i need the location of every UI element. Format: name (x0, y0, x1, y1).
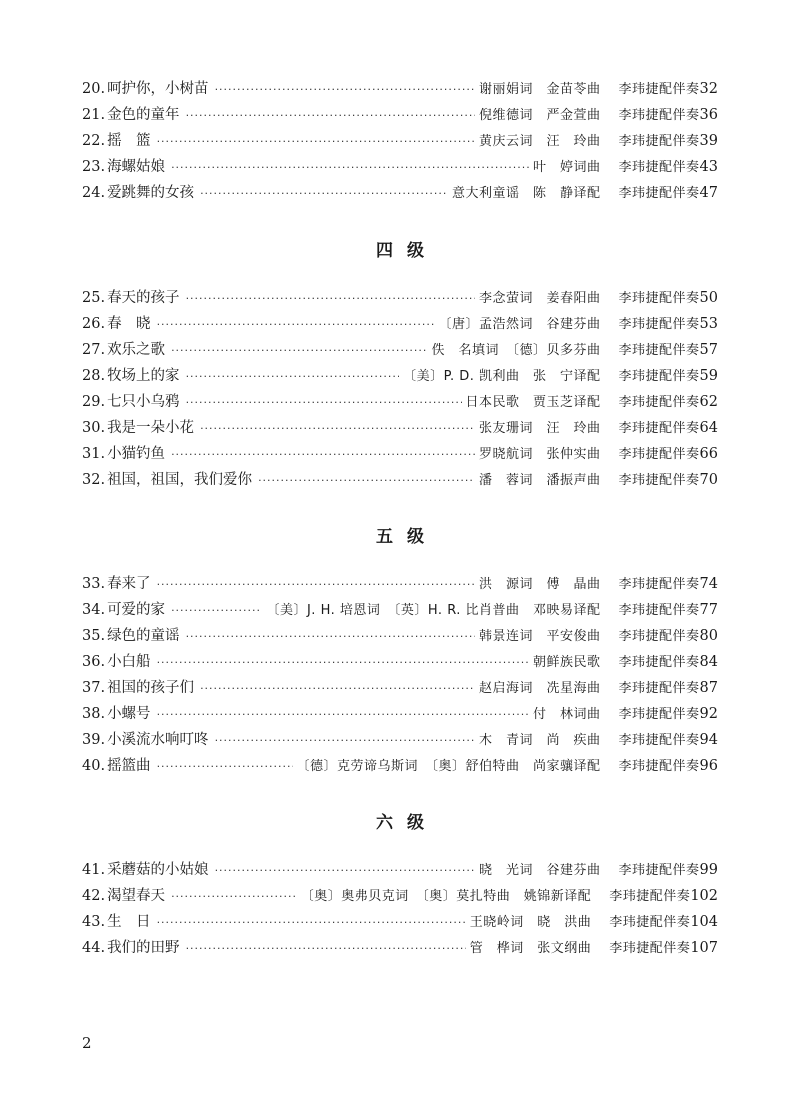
accompaniment-credit: 李玮捷配伴奏 (618, 395, 700, 410)
accompaniment-credit: 李玮捷配伴奏 (609, 915, 691, 930)
entry-page-number: 32 (699, 81, 718, 97)
toc-entry (82, 597, 718, 623)
dot-leader (186, 935, 466, 962)
song-credits: 潘 蓉词 潘振声曲 (479, 473, 601, 488)
entry-number: 40. (82, 758, 106, 774)
song-title: 祖国的孩子们 (107, 680, 195, 696)
dot-leader (215, 857, 475, 884)
dot-leader (171, 441, 475, 468)
entry-page-number: 66 (699, 446, 718, 462)
song-title: 春天的孩子 (107, 290, 180, 306)
accompaniment-credit: 李玮捷配伴奏 (618, 291, 700, 306)
entry-page-number: 84 (699, 654, 718, 670)
grade-heading: 四级 (376, 241, 438, 261)
song-credits: 〔奥〕奥弗贝克词 〔奥〕莫扎特曲 姚锦新译配 (300, 889, 592, 904)
grade-heading: 六级 (376, 813, 438, 833)
dot-leader (200, 180, 448, 207)
dot-leader (186, 285, 475, 312)
page-number: 2 (82, 1034, 92, 1052)
entry-number: 23. (82, 159, 106, 175)
song-title: 可爱的家 (107, 602, 166, 618)
toc-entry (82, 701, 718, 727)
entry-number: 38. (82, 706, 106, 722)
entry-page-number: 87 (699, 680, 718, 696)
song-credits: 王晓岭词 晓 洪曲 (469, 915, 592, 930)
dot-leader (171, 597, 262, 624)
accompaniment-credit: 李玮捷配伴奏 (618, 603, 700, 618)
dot-leader (157, 128, 475, 155)
song-credits: 〔美〕J. H. 培恩词 〔英〕H. R. 比肖普曲 邓映易译配 (266, 603, 601, 618)
entry-page-number: 47 (699, 185, 718, 201)
song-credits: 〔唐〕孟浩然词 谷建芬曲 (438, 317, 601, 332)
song-title: 小溪流水响叮咚 (107, 732, 209, 748)
song-title: 春来了 (107, 576, 151, 592)
toc-entry (82, 857, 718, 883)
song-title: 摇篮曲 (107, 758, 151, 774)
entry-page-number: 70 (699, 472, 718, 488)
song-title: 欢乐之歌 (107, 342, 166, 358)
dot-leader (171, 883, 297, 910)
entry-number: 35. (82, 628, 106, 644)
toc-entry (82, 909, 718, 935)
entry-page-number: 96 (699, 758, 718, 774)
accompaniment-credit: 李玮捷配伴奏 (618, 134, 700, 149)
toc-entry (82, 675, 718, 701)
toc-entry (82, 571, 718, 597)
toc-entry (82, 441, 718, 467)
song-title: 呵护你，小树苗 (107, 81, 209, 97)
accompaniment-credit: 李玮捷配伴奏 (618, 629, 700, 644)
dot-leader (200, 415, 475, 442)
entry-number: 39. (82, 732, 106, 748)
toc-entry (82, 467, 718, 493)
dot-leader (157, 311, 435, 338)
dot-leader (215, 727, 475, 754)
toc-entry (82, 128, 718, 154)
entry-number: 36. (82, 654, 106, 670)
entry-number: 37. (82, 680, 106, 696)
entry-page-number: 59 (699, 368, 718, 384)
entry-number: 27. (82, 342, 106, 358)
accompaniment-credit: 李玮捷配伴奏 (618, 863, 700, 878)
entry-page-number: 80 (699, 628, 718, 644)
entry-number: 32. (82, 472, 106, 488)
song-title: 采蘑菇的小姑娘 (107, 862, 209, 878)
song-title: 绿色的童谣 (107, 628, 180, 644)
entry-page-number: 94 (699, 732, 718, 748)
dot-leader (186, 389, 462, 416)
entry-number: 24. (82, 185, 106, 201)
toc-section (82, 857, 718, 961)
song-credits: 李念萤词 姜春阳曲 (479, 291, 601, 306)
dot-leader (186, 623, 475, 650)
toc-entry (82, 102, 718, 128)
dot-leader (171, 154, 529, 181)
accompaniment-credit: 李玮捷配伴奏 (618, 577, 700, 592)
toc-entry (82, 154, 718, 180)
dot-leader (157, 701, 529, 728)
toc-entry (82, 180, 718, 206)
song-credits: 〔美〕P. D. 凯利曲 张 宁译配 (403, 369, 601, 384)
song-credits: 意大利童谣 陈 静译配 (452, 186, 601, 201)
entry-page-number: 104 (690, 914, 718, 930)
accompaniment-credit: 李玮捷配伴奏 (618, 82, 700, 97)
song-credits: 倪维德词 严金萱曲 (479, 108, 601, 123)
entry-page-number: 77 (699, 602, 718, 618)
entry-number: 44. (82, 940, 106, 956)
song-title: 七只小乌鸦 (107, 394, 180, 410)
dot-leader (157, 571, 475, 598)
toc-entry (82, 623, 718, 649)
accompaniment-credit: 李玮捷配伴奏 (618, 160, 700, 175)
entry-page-number: 36 (699, 107, 718, 123)
entry-number: 29. (82, 394, 106, 410)
accompaniment-credit: 李玮捷配伴奏 (618, 447, 700, 462)
dot-leader (186, 102, 475, 129)
entry-number: 20. (82, 81, 106, 97)
song-title: 金色的童年 (107, 107, 180, 123)
toc-entry (82, 415, 718, 441)
toc-entry (82, 76, 718, 102)
accompaniment-credit: 李玮捷配伴奏 (609, 889, 691, 904)
song-credits: 黄庆云词 汪 玲曲 (479, 134, 601, 149)
dot-leader (186, 363, 400, 390)
entry-page-number: 74 (699, 576, 718, 592)
song-credits: 赵启海词 冼星海曲 (479, 681, 601, 696)
song-credits: 谢丽娟词 金苗苓曲 (479, 82, 601, 97)
song-credits: 佚 名填词 〔德〕贝多芬曲 (431, 343, 601, 358)
toc-entry (82, 753, 718, 779)
entry-page-number: 53 (699, 316, 718, 332)
toc-entry (82, 285, 718, 311)
accompaniment-credit: 李玮捷配伴奏 (618, 707, 700, 722)
toc-section (82, 571, 718, 779)
entry-number: 33. (82, 576, 106, 592)
song-credits: 张友珊词 汪 玲曲 (479, 421, 601, 436)
toc-entry (82, 311, 718, 337)
entry-number: 41. (82, 862, 106, 878)
accompaniment-credit: 李玮捷配伴奏 (618, 108, 700, 123)
entry-page-number: 62 (699, 394, 718, 410)
song-credits: 洪 源词 傅 晶曲 (479, 577, 601, 592)
song-title: 我是一朵小花 (107, 420, 195, 436)
accompaniment-credit: 李玮捷配伴奏 (618, 343, 700, 358)
song-credits: 木 青词 尚 疾曲 (479, 733, 601, 748)
song-title: 爱跳舞的女孩 (107, 185, 195, 201)
entry-number: 43. (82, 914, 106, 930)
toc-entry (82, 337, 718, 363)
song-credits: 罗晓航词 张仲实曲 (479, 447, 601, 462)
song-title: 渴望春天 (107, 888, 166, 904)
entry-page-number: 107 (690, 940, 718, 956)
entry-number: 26. (82, 316, 106, 332)
song-title: 春 晓 (107, 316, 151, 332)
dot-leader (215, 76, 475, 103)
accompaniment-credit: 李玮捷配伴奏 (618, 421, 700, 436)
song-title: 摇 篮 (107, 133, 151, 149)
grade-heading: 五级 (376, 527, 438, 547)
dot-leader (157, 753, 293, 780)
song-credits: 付 林词曲 (533, 707, 601, 722)
entry-number: 30. (82, 420, 106, 436)
entry-page-number: 43 (699, 159, 718, 175)
entry-number: 42. (82, 888, 106, 904)
accompaniment-credit: 李玮捷配伴奏 (618, 681, 700, 696)
entry-page-number: 57 (699, 342, 718, 358)
dot-leader (258, 467, 475, 494)
song-credits: 韩景连词 平安俊曲 (479, 629, 601, 644)
song-credits: 叶 婷词曲 (533, 160, 601, 175)
song-title: 牧场上的家 (107, 368, 180, 384)
song-title: 小螺号 (107, 706, 151, 722)
accompaniment-credit: 李玮捷配伴奏 (618, 759, 700, 774)
accompaniment-credit: 李玮捷配伴奏 (618, 733, 700, 748)
song-title: 海螺姑娘 (107, 159, 166, 175)
song-title: 祖国，祖国，我们爱你 (107, 472, 253, 488)
song-credits: 朝鲜族民歌 (533, 655, 601, 670)
toc-entry (82, 363, 718, 389)
song-credits: 日本民歌 贾玉芝译配 (465, 395, 601, 410)
entry-number: 34. (82, 602, 106, 618)
accompaniment-credit: 李玮捷配伴奏 (618, 473, 700, 488)
accompaniment-credit: 李玮捷配伴奏 (609, 941, 691, 956)
accompaniment-credit: 李玮捷配伴奏 (618, 317, 700, 332)
dot-leader (157, 649, 529, 676)
toc-entry (82, 649, 718, 675)
song-credits: 管 桦词 张文纲曲 (469, 941, 592, 956)
song-title: 小猫钓鱼 (107, 446, 166, 462)
toc-entry (82, 883, 718, 909)
entry-page-number: 102 (690, 888, 718, 904)
toc-entry (82, 935, 718, 961)
accompaniment-credit: 李玮捷配伴奏 (618, 186, 700, 201)
entry-page-number: 99 (699, 862, 718, 878)
dot-leader (200, 675, 475, 702)
entry-number: 28. (82, 368, 106, 384)
entry-number: 25. (82, 290, 106, 306)
toc-entry (82, 727, 718, 753)
entry-number: 31. (82, 446, 106, 462)
song-credits: 〔德〕克劳谛乌斯词 〔奥〕舒伯特曲 尚家骧译配 (296, 759, 601, 774)
entry-number: 21. (82, 107, 106, 123)
song-title: 我们的田野 (107, 940, 180, 956)
entry-page-number: 92 (699, 706, 718, 722)
accompaniment-credit: 李玮捷配伴奏 (618, 369, 700, 384)
dot-leader (157, 909, 466, 936)
toc-section (82, 285, 718, 493)
song-title: 生 日 (107, 914, 151, 930)
entry-number: 22. (82, 133, 106, 149)
entry-page-number: 64 (699, 420, 718, 436)
entry-page-number: 39 (699, 133, 718, 149)
dot-leader (171, 337, 427, 364)
song-credits: 晓 光词 谷建芬曲 (479, 863, 601, 878)
toc-entry (82, 389, 718, 415)
toc-section (82, 76, 718, 206)
accompaniment-credit: 李玮捷配伴奏 (618, 655, 700, 670)
entry-page-number: 50 (699, 290, 718, 306)
song-title: 小白船 (107, 654, 151, 670)
